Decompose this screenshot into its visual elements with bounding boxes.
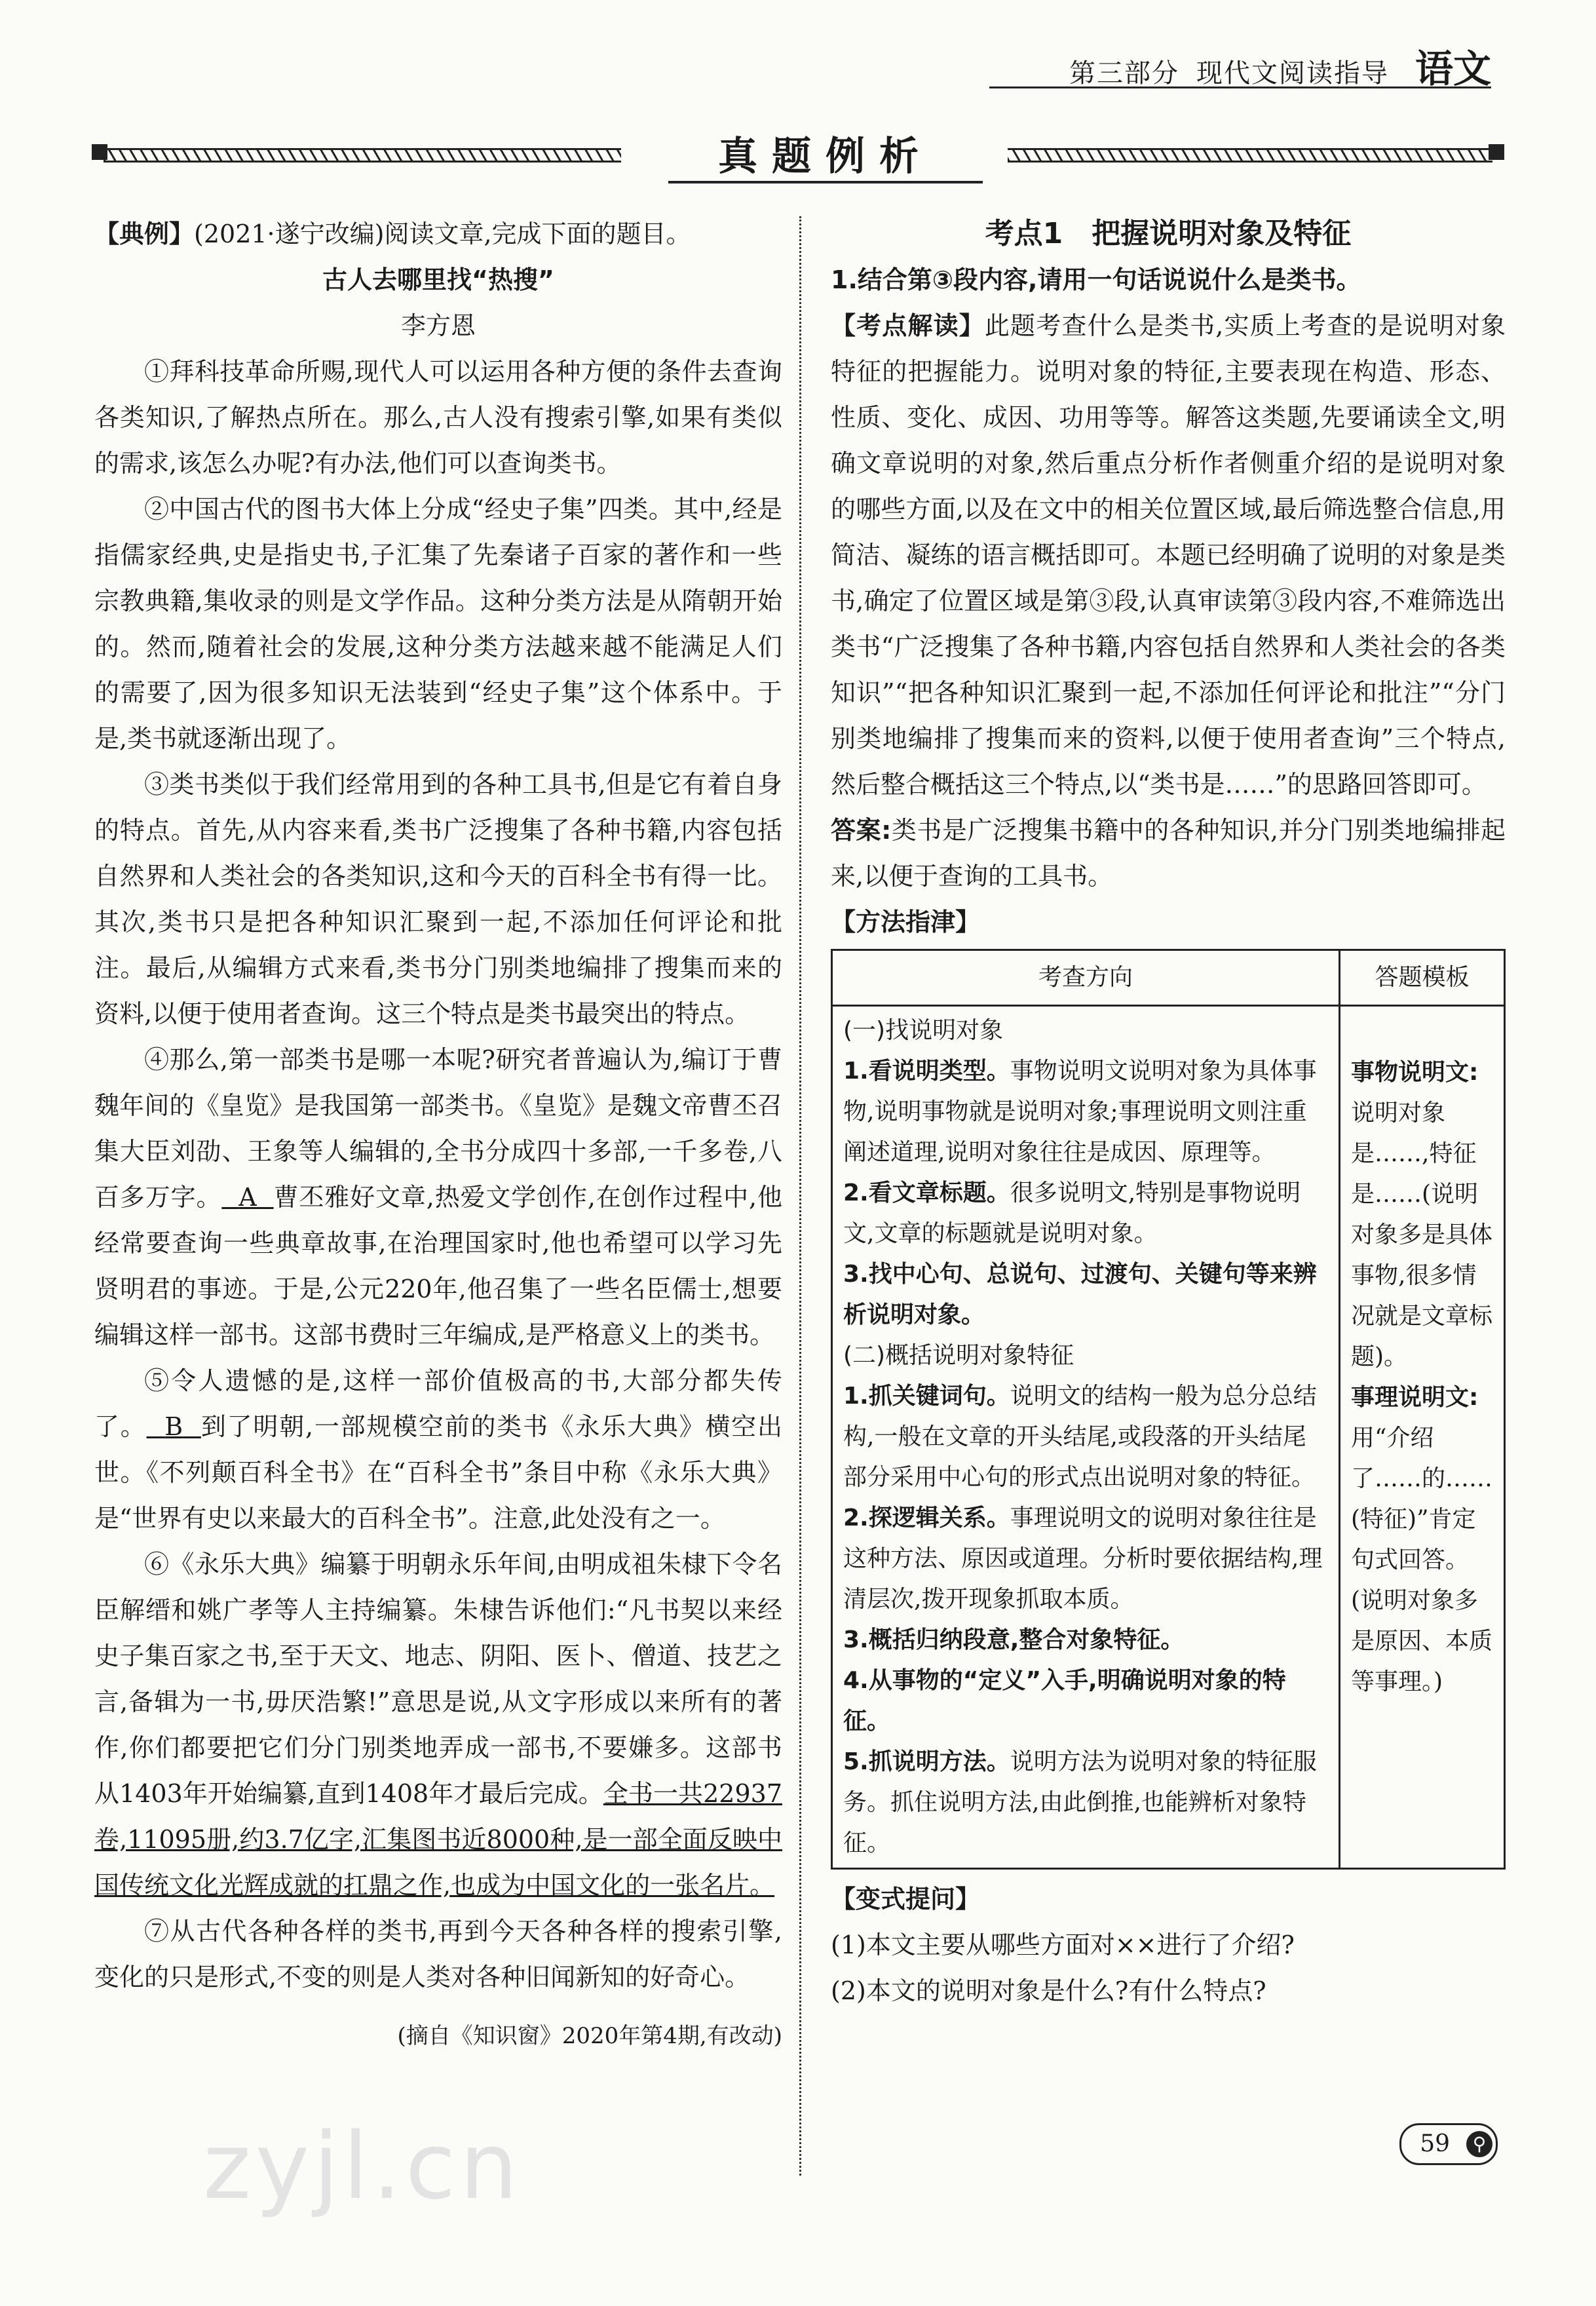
header-subject: 语文 xyxy=(1415,47,1491,91)
column-divider xyxy=(799,216,801,2176)
paragraph-6-part-1: ⑥《永乐大典》编纂于明朝永乐年间,由明成祖朱棣下令名臣解缙和姚广孝等人主持编纂。朱棣告诉他们:“凡书契以来经史子集百家之书,至于天文、地志、阴阳、医卜、僧道、技艺之言,备辑为一书,毋厌浩繁!”意思是说,从文字形成以来所有的著作,你们都要把它们分门别类地弄成一部书,不要嫌多。这部书从1403年开始编纂,直到1408年才最后完成。 xyxy=(94,1550,782,1808)
paragraph-4 xyxy=(94,1037,782,1358)
page-footer xyxy=(1399,2123,1498,2165)
table-header-direction: 考查方向 xyxy=(832,950,1340,1006)
section-title: 考点1 把握说明对象及特征 xyxy=(985,217,1352,250)
paragraph-1: ①拜科技革命所赐,现代人可以运用各种方便的条件去查询各类知识,了解热点所在。那么,古人没有搜索引擎,如果有类似的需求,该怎么办呢?有办法,他们可以查询类书。 xyxy=(94,357,782,478)
blank-b xyxy=(147,1412,201,1441)
article-author: 李方恩 xyxy=(400,311,476,340)
table-cell-templates xyxy=(1340,1006,1505,1869)
analysis-text: 此题考查什么是类书,实质上考查的是说明对象特征的把握能力。说明对象的特征,主要表现在构造、形态、性质、变化、成因、功用等等。解答这类题,先要诵读全文,明确文章说明的对象,然后重点分析作者侧重介绍的是说明对象的哪些方面,以及在文中的相关位置区域,最后筛选整合信息,用简洁、凝练的语言概括即可。本题已经明确了说明的对象是类书,确定了位置区域是第③段,认真审读第③段内容,不难筛选出类书“广泛搜集了各种书籍,内容包括自然界和人类社会的各类知识”“把各种知识汇聚到一起,不添加任何评论和批注”“分门别类地编排了搜集而来的资料,以便于使用者查询”三个特点,然后整合概括这三个特点,以“类书是……”的思路回答即可。 xyxy=(831,311,1506,799)
item-1-2-head: 2.看文章标题。 xyxy=(843,1180,1010,1206)
section-banner xyxy=(92,130,1504,180)
answer-text: 类书是广泛搜集书籍中的各种知识,并分门别类地编排起来,以便于查询的工具书。 xyxy=(831,816,1506,891)
template-1-text: 说明对象是……,特征是……(说明对象多是具体事物,很多情况就是文章标题)。 xyxy=(1351,1100,1493,1370)
paragraph-5-part-1: ⑤令人遗憾的是,这样一部价值极高的书,大部分都失传了。 xyxy=(94,1366,782,1441)
template-2-text: 用“介绍了……的……(特征)”肯定句式回答。(说明对象多是原因、本质等事理。) xyxy=(1351,1425,1493,1695)
answer xyxy=(831,807,1506,899)
blank-a-label: A xyxy=(238,1183,257,1212)
item-2-1-head: 1.抓关键词句。 xyxy=(843,1383,1010,1410)
header-section: 现代文阅读指导 xyxy=(1196,58,1389,88)
method-table xyxy=(831,949,1506,1870)
left-column xyxy=(94,211,782,2059)
part-2-title: (二)概括说明对象特征 xyxy=(843,1342,1074,1369)
item-2-1-text: 说明文的结构一般为总分总结构,一般在文章的开头结尾,或段落的开头结尾部分采用中心句的形式点出说明对象的特征。 xyxy=(843,1383,1317,1491)
item-2-2-text: 事理说明文的说明对象往往是这种方法、原因或道理。分析时要依据结构,理清层次,拨开现象抓取本质。 xyxy=(843,1505,1323,1613)
blank-b-label: B xyxy=(164,1412,183,1441)
paragraph-7: ⑦从古代各种各样的类书,再到今天各种各样的搜索引擎,变化的只是形式,不变的则是人类对各种旧闻新知的好奇心。 xyxy=(94,1917,782,1991)
header-rule xyxy=(989,86,1491,88)
method-tag: 【方法指津】 xyxy=(831,908,981,936)
table-cell-directions xyxy=(832,1006,1340,1869)
paragraph-6 xyxy=(94,1541,782,1908)
part-1-title: (一)找说明对象 xyxy=(843,1017,1004,1044)
template-1-head: 事物说明文: xyxy=(1351,1059,1479,1086)
example-tag: 【典例】 xyxy=(94,220,195,248)
paragraph-4-part-1: ④那么,第一部类书是哪一本呢?研究者普遍认为,编订于曹魏年间的《皇览》是我国第一部类书。《皇览》是魏文帝曹丕召集大臣刘劭、王象等人编辑的,全书分成四十多部,一千多卷,八百多万字。 xyxy=(94,1045,782,1212)
template-2-head: 事理说明文: xyxy=(1351,1384,1479,1411)
paragraph-5-part-2: 到了明朝,一部规模空前的类书《永乐大典》横空出世。《不列颠百科全书》在“百科全书”条目中称《永乐大典》是“世界有史以来最大的百科全书”。注意,此处没有之一。 xyxy=(94,1412,782,1533)
blank-a xyxy=(221,1183,273,1212)
paragraph-3: ③类书类似于我们经常用到的各种工具书,但是它有着自身的特点。首先,从内容来看,类书广泛搜集了各种书籍,内容包括自然界和人类社会的各类知识,这和今天的百科全书有得一比。其次,类书只是把各种知识汇聚到一起,不添加任何评论和批注。最后,从编辑方式来看,类书分门别类地编排了搜集而来的资料,以便于使用者查询。这三个特点是类书最突出的特点。 xyxy=(94,770,782,1028)
banner-ornament-left xyxy=(104,148,621,163)
item-2-3: 3.概括归纳段意,整合对象特征。 xyxy=(843,1626,1185,1653)
item-1-2 xyxy=(843,1173,1328,1254)
item-2-5-text: 说明方法为说明对象的特征服务。抓住说明方法,由此倒推,也能辨析对象特征。 xyxy=(843,1748,1317,1856)
example-intro xyxy=(94,211,782,257)
header-breadcrumb xyxy=(1069,52,1389,90)
analysis-tag: 【考点解读】 xyxy=(831,311,985,340)
paragraph-4-part-2: 曹丕雅好文章,热爱文学创作,在创作过程中,他经常要查询一些典章故事,在治理国家时,他也希望可以学习先贤明君的事迹。于是,公元220年,他召集了一些名臣儒士,想要编辑这样一部书。这部书费时三年编成,是严格意义上的类书。 xyxy=(94,1183,782,1349)
answer-tag: 答案: xyxy=(831,816,892,845)
right-column xyxy=(831,211,1506,2014)
item-1-1-head: 1.看说明类型。 xyxy=(843,1058,1010,1085)
item-2-2 xyxy=(843,1498,1328,1620)
item-2-5 xyxy=(843,1742,1328,1864)
banner-title: 真题例析 xyxy=(642,130,1009,177)
item-1-1-text: 事物说明文说明对象为具体事物,说明事物就是说明对象;事理说明文则注重阐述道理,说明对象往往是成因、原理等。 xyxy=(843,1058,1317,1166)
item-1-3: 3.找中心句、总说句、过渡句、关键句等来辨析说明对象。 xyxy=(843,1261,1317,1328)
article-source: (摘自《知识窗》2020年第4期,有改动) xyxy=(397,2023,782,2049)
banner-square-right xyxy=(1489,144,1504,160)
item-2-5-head: 5.抓说明方法。 xyxy=(843,1748,1010,1775)
template-1 xyxy=(1351,1052,1493,1377)
magnifier-icon: ⚲ xyxy=(1466,2131,1492,2157)
question-1: 1.结合第③段内容,请用一句话说说什么是类书。 xyxy=(831,265,1361,294)
page-number: 59 xyxy=(1399,2123,1498,2165)
table-header-template: 答题模板 xyxy=(1340,950,1505,1006)
variant-question-1: (1)本文主要从哪些方面对××进行了介绍? xyxy=(831,1931,1295,1959)
variant-question-2: (2)本文的说明对象是什么?有什么特点? xyxy=(831,1976,1266,2005)
page-header xyxy=(1069,38,1491,93)
article-title: 古人去哪里找“热搜” xyxy=(322,265,554,294)
analysis xyxy=(831,303,1506,807)
paragraph-5 xyxy=(94,1358,782,1541)
example-instruction: (2021·遂宁改编)阅读文章,完成下面的题目。 xyxy=(194,220,691,248)
item-1-1 xyxy=(843,1051,1328,1173)
header-part: 第三部分 xyxy=(1069,58,1179,88)
paragraph-2: ②中国古代的图书大体上分成“经史子集”四类。其中,经是指儒家经典,史是指史书,子汇集了先秦诸子百家的著作和一些宗教典籍,集收录的则是文学作品。这种分类方法是从隋朝开始的。然而,随着社会的发展,这种分类方法越来越不能满足人们的需要了,因为很多知识无法装到“经史子集”这个体系中。于是,类书就逐渐出现了。 xyxy=(94,495,782,753)
paragraph-6-underlined: 全书一共22937卷,11095册,约3.7亿字,汇集图书近8000种,是一部全面反映中国传统文化光辉成就的扛鼎之作,也成为中国文化的一张名片。 xyxy=(94,1779,782,1900)
item-2-4: 4.从事物的“定义”入手,明确说明对象的特征。 xyxy=(843,1667,1286,1735)
banner-ornament-right xyxy=(1008,148,1492,163)
item-2-1 xyxy=(843,1376,1328,1498)
item-2-2-head: 2.探逻辑关系。 xyxy=(843,1505,1010,1531)
item-1-2-text: 很多说明文,特别是事物说明文,文章的标题就是说明对象。 xyxy=(843,1180,1301,1247)
template-2 xyxy=(1351,1377,1493,1702)
watermark: zyjl.cn xyxy=(203,2113,522,2220)
variant-tag: 【变式提问】 xyxy=(831,1885,981,1913)
